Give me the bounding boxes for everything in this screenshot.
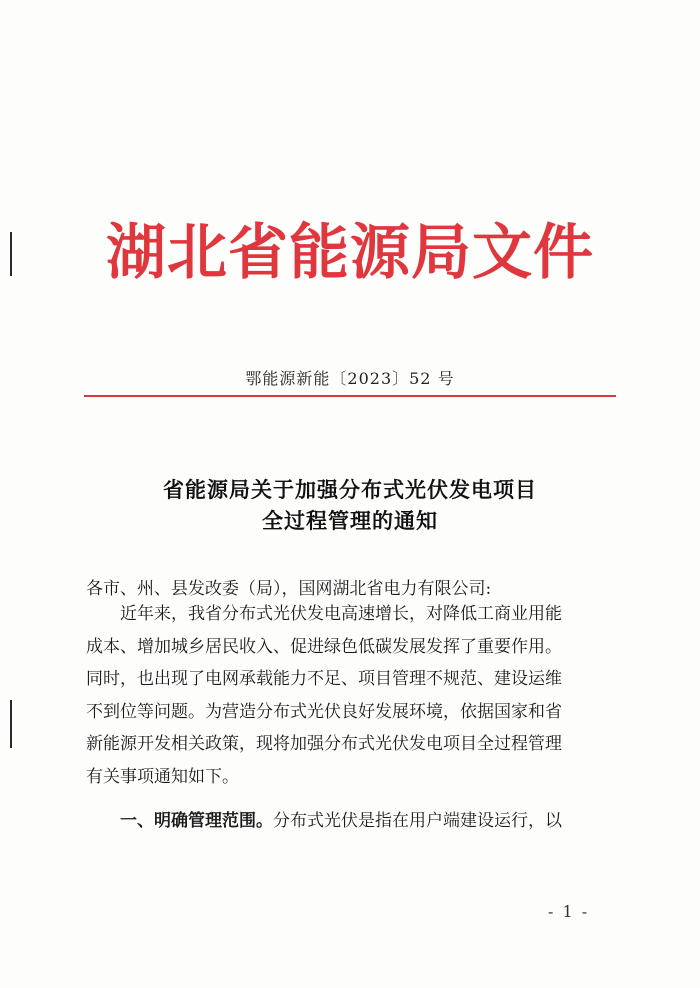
notice-title-line-1: 省能源局关于加强分布式光伏发电项目 — [163, 478, 537, 502]
page-number: - 1 - — [548, 902, 590, 921]
section-1-text: 分布式光伏是指在用户端建设运行，以 — [273, 811, 562, 831]
paragraph-line: 新能源开发相关政策，现将加强分布式光伏发电项目全过程管理 — [86, 734, 562, 754]
addressee-line: 各市、州、县发改委（局），国网湖北省电力有限公司: — [86, 579, 492, 599]
bleed-through-text — [108, 118, 628, 141]
section-1-line — [120, 806, 562, 831]
paragraph-line: 有关事项通知如下。 — [86, 766, 239, 787]
section-1-heading: 一、明确管理范围。 — [120, 811, 273, 831]
document-number: 鄂能源新能〔2023〕52 号 — [245, 369, 455, 388]
issuer-header-title: 湖北省能源局文件 — [106, 218, 594, 288]
notice-title-line-2: 全过程管理的通知 — [262, 509, 438, 533]
binding-mark-bottom — [10, 700, 12, 748]
body-paragraph-1 — [86, 598, 614, 793]
header-red-rule — [84, 395, 616, 397]
paragraph-line: 近年来，我省分布式光伏发电高速增长，对降低工商业用能 — [120, 604, 562, 624]
paragraph-line: 成本、增加城乡居民收入、促进绿色低碳发展发挥了重要作用。 — [86, 636, 562, 657]
paragraph-line: 不到位等问题。为营造分布式光伏良好发展环境，依据国家和省 — [86, 701, 562, 722]
binding-mark-top — [10, 232, 12, 276]
paragraph-line: 同时，也出现了电网承载能力不足、项目管理不规范、建设运维 — [86, 669, 562, 689]
